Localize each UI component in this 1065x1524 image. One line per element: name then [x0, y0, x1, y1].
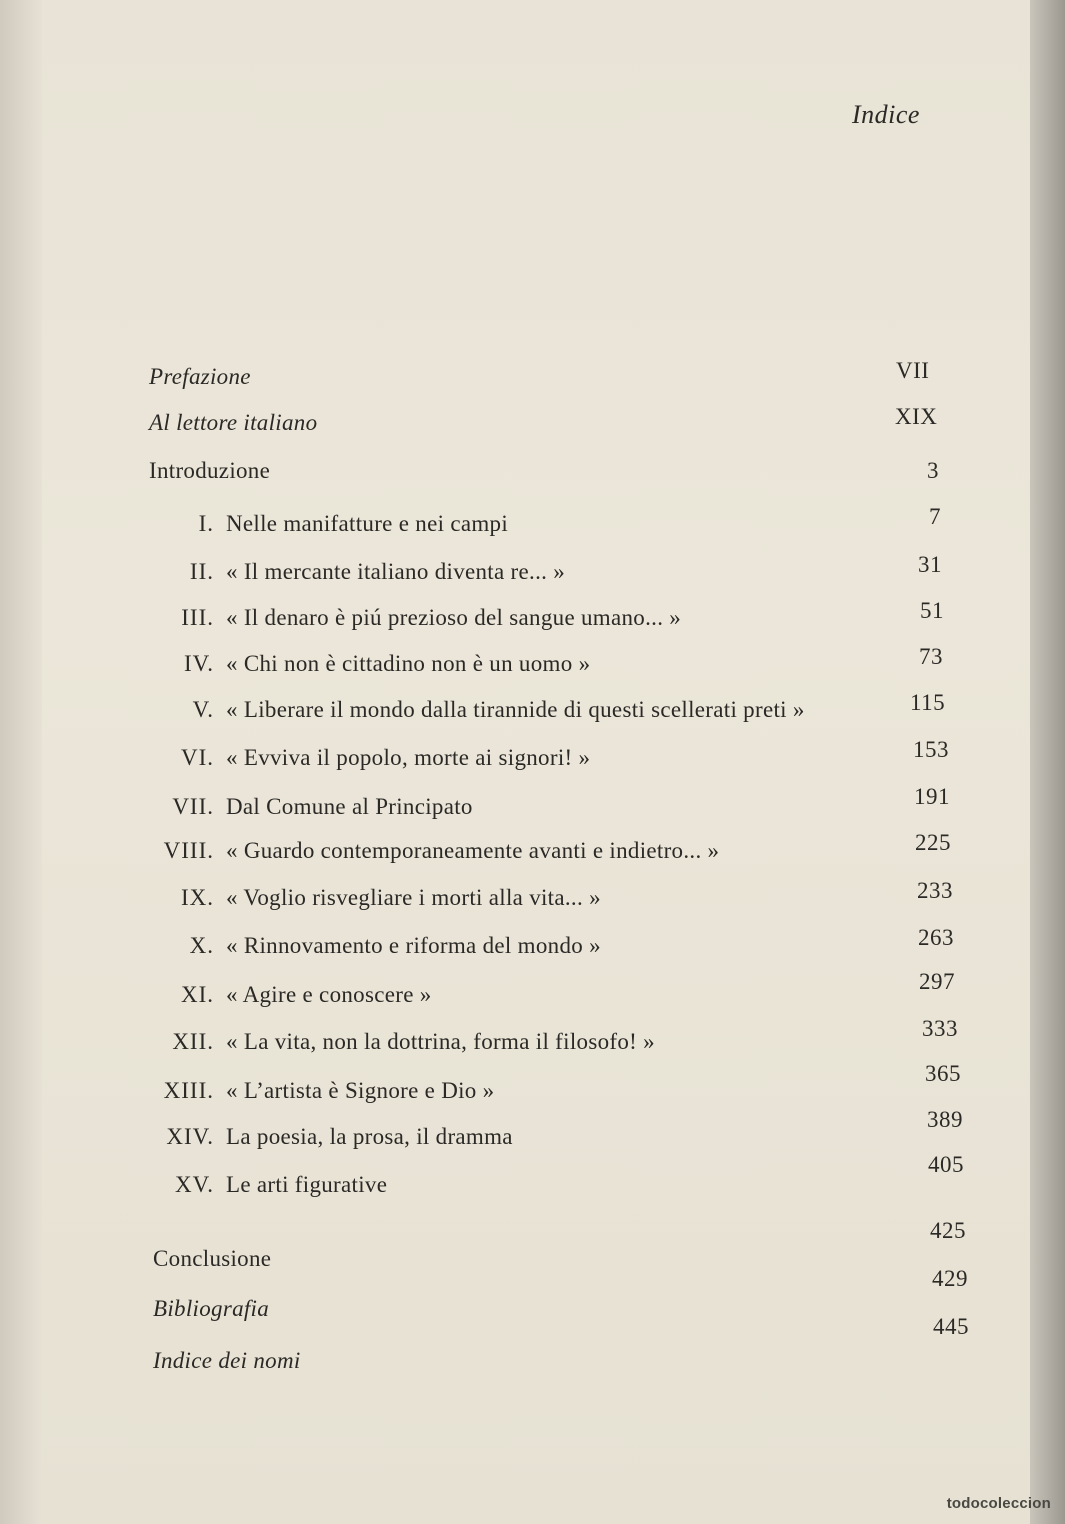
toc-entry [0, 1016, 1046, 1069]
page-number: 445 [933, 1314, 969, 1339]
toc-entry [0, 1314, 1046, 1373]
entry-title: « Il mercante italiano diventa re... » [226, 559, 566, 584]
toc-entry [0, 1061, 1046, 1118]
page-number: 225 [915, 830, 951, 855]
entry-title: « Guardo contemporaneamente avanti e indietro... » [226, 838, 720, 863]
page-number: XIX [895, 404, 938, 429]
chapter-number: VII. [172, 794, 214, 819]
page-number: 365 [925, 1061, 961, 1086]
toc-entry [0, 690, 1046, 737]
entry-title: « Chi non è cittadino non è un uomo » [226, 651, 591, 676]
entry-title: Nelle manifatture e nei campi [226, 511, 509, 536]
entry-title: Bibliografia [153, 1296, 270, 1321]
toc-entry [0, 644, 1046, 691]
entry-title: « Il denaro è piú prezioso del sangue umano... » [226, 605, 682, 630]
toc-entry [0, 1107, 1046, 1164]
chapter-number: IX. [180, 885, 214, 910]
entry-title: Prefazione [149, 364, 251, 389]
page-number: 333 [922, 1016, 958, 1041]
page-number: 389 [927, 1107, 963, 1132]
chapter-number: XV. [174, 1172, 214, 1197]
entry-title: « Liberare il mondo dalla tirannide di questi scellerati preti » [226, 697, 805, 722]
page-number: 297 [919, 969, 955, 994]
page-number: 263 [918, 925, 954, 950]
watermark-logo: todocoleccion [946, 1495, 1051, 1512]
chapter-number: XII. [172, 1029, 214, 1054]
toc-entry [0, 969, 1046, 1022]
page-number: 405 [928, 1152, 964, 1177]
toc-entry [0, 737, 1046, 785]
chapter-number: I. [198, 511, 214, 536]
page-number: 115 [910, 690, 946, 715]
page-number: VII [896, 358, 930, 383]
entry-title: Indice dei nomi [153, 1348, 301, 1373]
toc-entry [0, 458, 1046, 498]
page-number: 7 [929, 504, 941, 529]
entry-title: La poesia, la prosa, il dramma [226, 1124, 513, 1149]
toc-entry [0, 1266, 1046, 1321]
page-number: 425 [930, 1218, 966, 1243]
entry-title: Dal Comune al Principato [226, 794, 473, 819]
toc-entry [0, 830, 1046, 878]
toc-entry [0, 358, 1046, 398]
running-head: Indice [852, 100, 920, 129]
chapter-number: IV. [183, 651, 214, 676]
entry-title: Le arti figurative [226, 1172, 388, 1197]
chapter-number: X. [189, 933, 214, 958]
toc-entry [0, 404, 1046, 444]
page-number: 153 [913, 737, 949, 762]
entry-title: « Evviva il popolo, morte ai signori! » [226, 745, 591, 770]
chapter-number: V. [192, 697, 214, 722]
toc-entry [0, 784, 1046, 834]
page-number: 51 [920, 598, 944, 623]
entry-title: Introduzione [149, 458, 271, 483]
chapter-number: II. [189, 559, 214, 584]
toc-entry [0, 1218, 1046, 1271]
page-number: 233 [917, 878, 953, 903]
entry-title: « Rinnovamento e riforma del mondo » [226, 933, 601, 958]
entry-title: Conclusione [153, 1246, 272, 1271]
chapter-number: XI. [180, 982, 214, 1007]
entry-title: « L’artista è Signore e Dio » [226, 1078, 495, 1103]
page-number: 31 [918, 552, 942, 577]
toc-entry [0, 925, 1046, 973]
entry-title: « Voglio risvegliare i morti alla vita... » [226, 885, 601, 910]
chapter-number: VIII. [163, 838, 214, 863]
entry-title: « Agire e conoscere » [226, 982, 432, 1007]
page-number: 191 [914, 784, 950, 809]
chapter-number: XIII. [163, 1078, 214, 1103]
chapter-number: VI. [180, 745, 214, 770]
entry-title: Al lettore italiano [149, 410, 318, 435]
page-number: 3 [927, 458, 939, 483]
entry-title: « La vita, non la dottrina, forma il filosofo! » [226, 1029, 655, 1054]
chapter-number: III. [181, 605, 214, 630]
toc-entry [0, 504, 1046, 551]
page-number: 73 [919, 644, 943, 669]
page-number: 429 [932, 1266, 968, 1291]
chapter-number: XIV. [166, 1124, 214, 1149]
toc-entry [0, 552, 1046, 599]
toc-entry [0, 598, 1046, 645]
toc-entry [0, 878, 1046, 925]
toc-entry [0, 1152, 1046, 1212]
